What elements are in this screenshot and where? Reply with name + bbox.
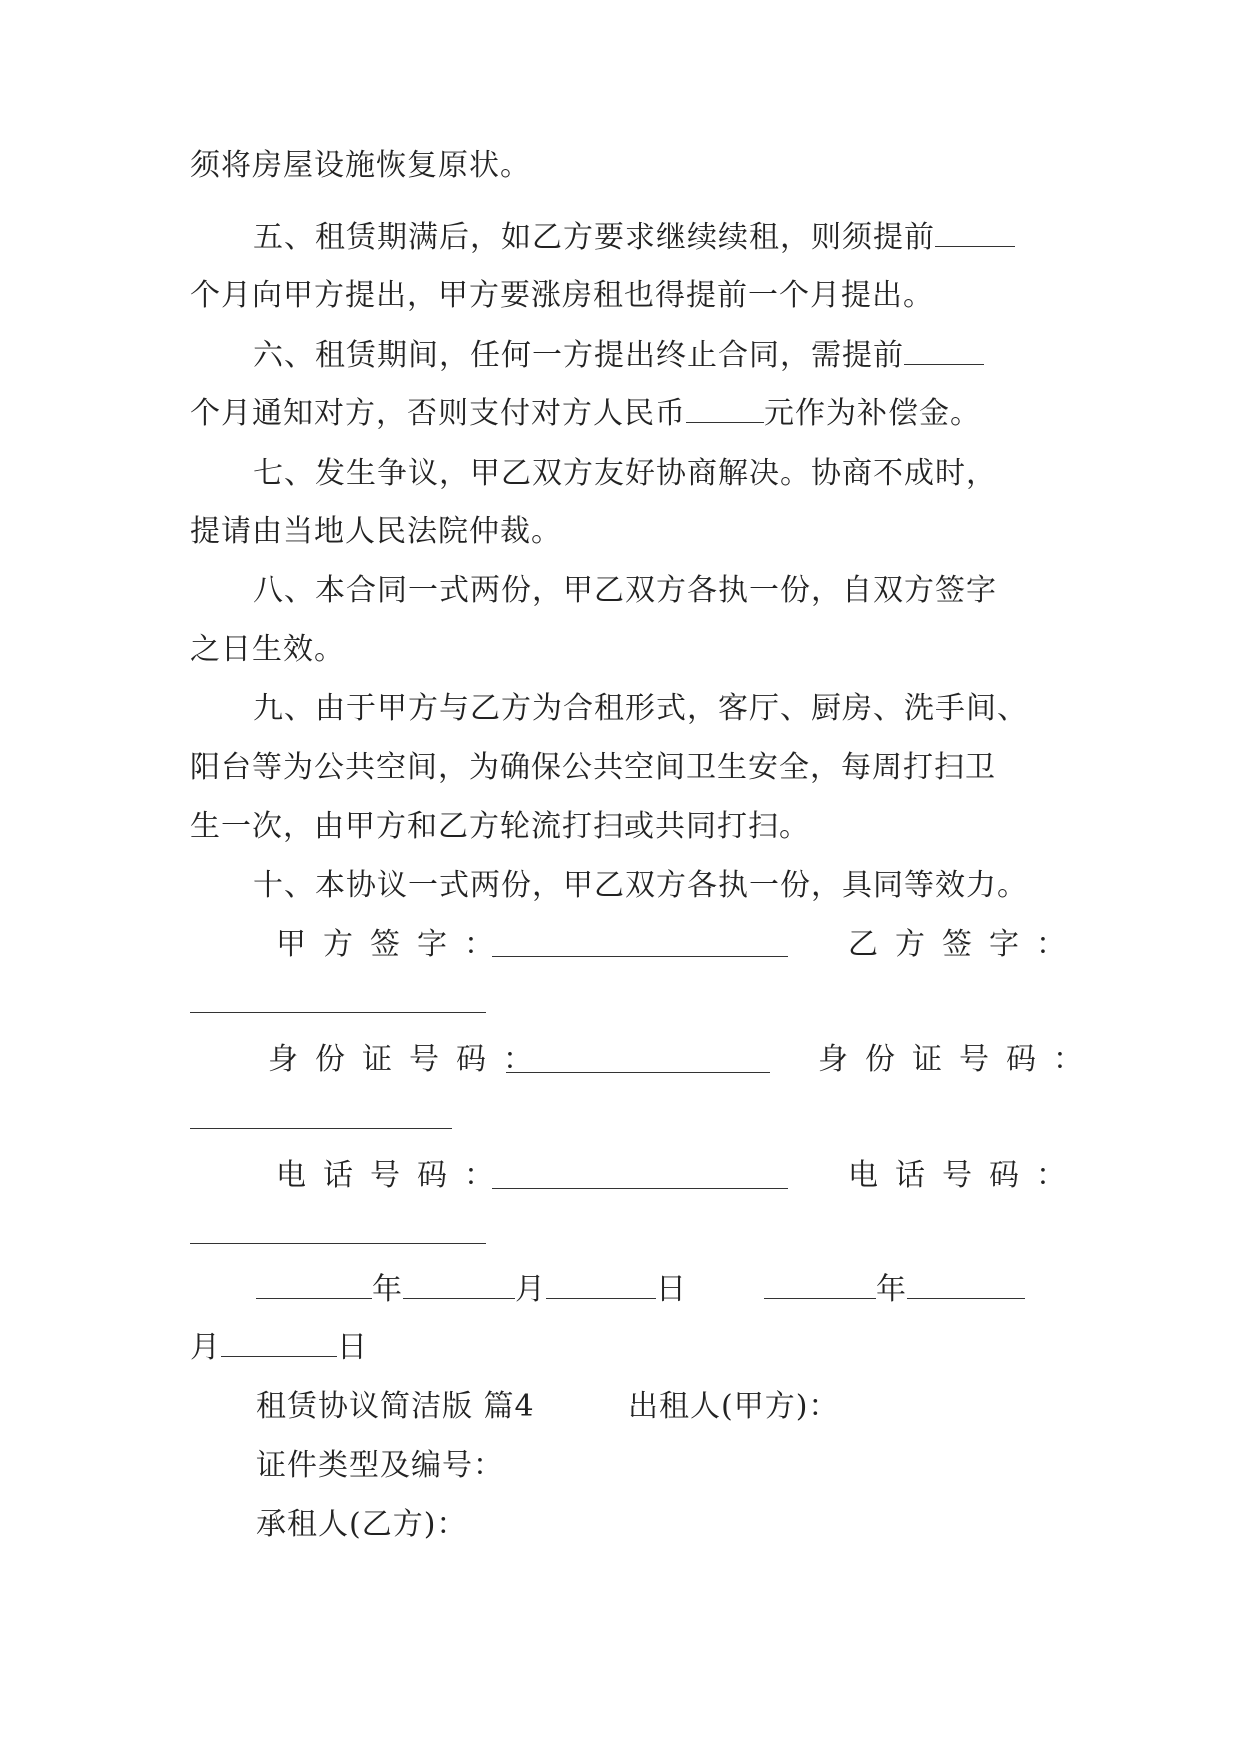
party-b-id-line (190, 1128, 452, 1129)
clause-9-line-3: 生一次，由甲方和乙方轮流打扫或共同打扫。 (190, 809, 810, 844)
party-a-signature-line (492, 956, 788, 957)
date-line-2 (190, 1328, 368, 1368)
party-b-phone-line (190, 1243, 486, 1244)
certificate-label: 证件类型及编号： (256, 1448, 504, 1483)
clause-7-line-2: 提请由当地人民法院仲裁。 (190, 514, 562, 549)
blank-year (256, 1272, 372, 1299)
blank-amount (686, 396, 764, 423)
blank-months (904, 338, 984, 365)
clause-6-line-1 (253, 336, 984, 376)
section-title: 租赁协议简洁版 篇4 (256, 1389, 535, 1424)
date-day-label: 日 (656, 1272, 687, 1307)
date-month-label: 月 (190, 1330, 221, 1365)
date-year-label: 年 (876, 1272, 907, 1307)
party-a-signature-label: 甲方签字： (276, 927, 511, 962)
clause-text: 个月通知对方，否则支付对方人民币 (190, 396, 686, 431)
party-a-phone-label: 电话号码： (276, 1158, 511, 1193)
party-b-signature-label: 乙方签字： (848, 927, 1083, 962)
clause-9-line-2: 阳台等为公共空间，为确保公共空间卫生安全，每周打扫卫 (190, 750, 996, 785)
party-a-phone-line (492, 1188, 788, 1189)
date-year-label: 年 (372, 1272, 403, 1307)
clause-10-line: 十、本协议一式两份，甲乙双方各执一份，具同等效力。 (253, 868, 1028, 903)
clause-5-line-1 (253, 218, 1015, 258)
clause-8-line-2: 之日生效。 (190, 632, 345, 667)
party-a-id-label: 身份证号码： (268, 1042, 550, 1077)
date-line-1-party-b (764, 1270, 1025, 1310)
blank-year (764, 1272, 876, 1299)
blank-day (546, 1272, 656, 1299)
blank-months (935, 220, 1015, 247)
clause-text: 五、租赁期满后，如乙方要求继续续租，则须提前 (253, 220, 935, 255)
date-day-label: 日 (337, 1330, 368, 1365)
clause-7-line-1: 七、发生争议，甲乙双方友好协商解决。协商不成时， (253, 456, 997, 491)
lessee-label: 承租人(乙方)： (256, 1507, 468, 1542)
blank-month (907, 1272, 1025, 1299)
party-a-id-line (506, 1072, 770, 1073)
party-b-signature-line (190, 1012, 486, 1013)
clause-6-line-2 (190, 394, 981, 434)
blank-day (221, 1330, 337, 1357)
clause-9-line-1: 九、由于甲方与乙方为合租形式，客厅、厨房、洗手间、 (253, 691, 1028, 726)
blank-month (403, 1272, 515, 1299)
clause-text: 六、租赁期间，任何一方提出终止合同，需提前 (253, 338, 904, 373)
date-month-label: 月 (515, 1272, 546, 1307)
clause-8-line-1: 八、本合同一式两份，甲乙双方各执一份，自双方签字 (253, 573, 997, 608)
date-line-1 (256, 1270, 687, 1310)
party-b-phone-label: 电话号码： (848, 1158, 1083, 1193)
paragraph-line: 须将房屋设施恢复原状。 (190, 148, 531, 183)
clause-5-line-2: 个月向甲方提出，甲方要涨房租也得提前一个月提出。 (190, 278, 934, 313)
clause-text: 元作为补偿金。 (764, 396, 981, 431)
lessor-label: 出租人(甲方)： (628, 1389, 840, 1424)
party-b-id-label: 身份证号码： (818, 1042, 1100, 1077)
